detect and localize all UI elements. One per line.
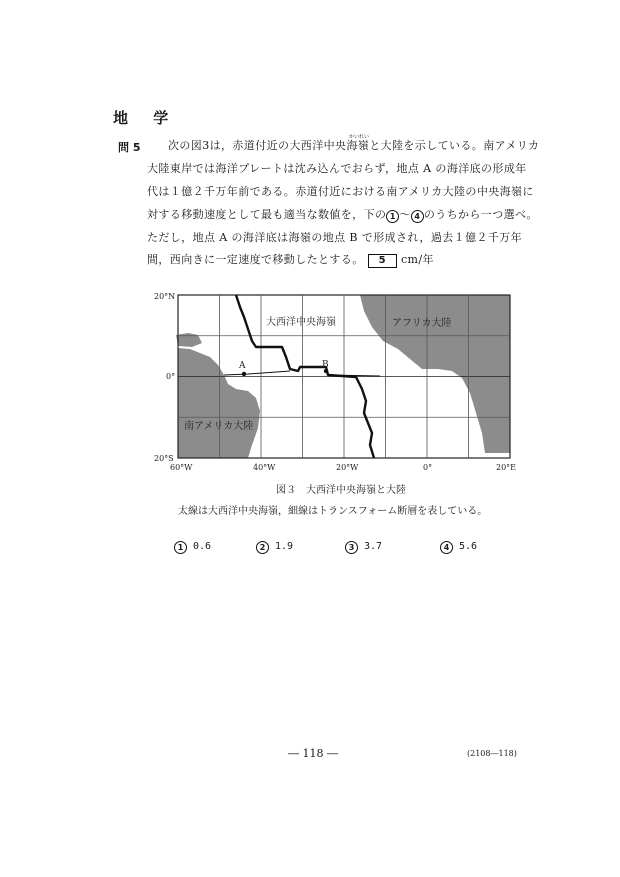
question-line-4-b: のうちから一つ選べ。 (423, 208, 538, 221)
choice-3[interactable] (345, 541, 382, 554)
question-line-6-a: 間，西向きに一定速度で移動したとする。 (147, 253, 364, 266)
lat-label-20s: 20°S (154, 454, 174, 463)
point-a-marker (242, 372, 246, 376)
point-a-label: A (239, 361, 246, 371)
africa-label: アフリカ大陸 (392, 318, 452, 329)
lat-label-20n: 20°N (154, 292, 176, 301)
answer-box[interactable]: 5 (368, 254, 397, 268)
subject-heading: 地 学 (113, 109, 179, 127)
tilde: ～ (399, 208, 411, 221)
figure-note: 太線は大西洋中央海嶺，細線はトランスフォーム断層を表している。 (178, 506, 488, 517)
south-america-label: 南アメリカ大陸 (184, 421, 254, 432)
ridge-label: 大西洋中央海嶺 (266, 317, 336, 328)
lon-label-60w: 60°W (170, 463, 193, 472)
ruby-kairei: かいれい (349, 134, 370, 140)
lat-label-0: 0° (166, 372, 176, 381)
choice-2-value: 1.9 (275, 541, 294, 552)
choice-range-start-icon: 1 (386, 210, 399, 223)
choice-1-number-icon: 1 (174, 541, 187, 554)
atlantic-ridge-map (140, 283, 520, 478)
question-line-5: ただし，地点 A の海洋底は海嶺の地点 B で形成され，過去１億２千万年 (147, 231, 523, 244)
figure-title: 図３ 大西洋中央海嶺と大陸 (276, 485, 406, 496)
question-line-3: 代は１億２千万年前である。赤道付近における南アメリカ大陸の中央海嶺に (147, 185, 534, 198)
choice-4[interactable] (440, 541, 477, 554)
answer-unit: cm/年 (400, 253, 434, 266)
question-line-2: 大陸東岸では海洋プレートは沈み込んでおらず，地点 A の海洋底の形成年 (147, 162, 527, 175)
point-b-label: B (322, 360, 329, 370)
south-america-west-strip (176, 333, 202, 347)
question-line-1: 次の図3は，赤道付近の大西洋中央海嶺と大陸を示している。南アメリカ (168, 139, 540, 152)
choice-1[interactable] (174, 541, 211, 554)
lon-label-0: 0° (423, 463, 433, 472)
choice-1-value: 0.6 (193, 541, 212, 552)
lon-label-20w: 20°W (336, 463, 359, 472)
choice-3-number-icon: 3 (345, 541, 358, 554)
question-line-6 (147, 253, 434, 268)
page-number: ― 118 ― (288, 747, 338, 760)
choice-3-value: 3.7 (364, 541, 383, 552)
lon-label-20e: 20°E (496, 463, 517, 472)
transform-fault-equator (224, 371, 380, 376)
choice-2[interactable] (256, 541, 293, 554)
question-line-4 (147, 208, 538, 223)
question-label: 問 5 (118, 141, 141, 154)
choice-range-end-icon: 4 (411, 210, 424, 223)
page-code: (2108―118) (467, 749, 517, 758)
choice-2-number-icon: 2 (256, 541, 269, 554)
lon-label-40w: 40°W (253, 463, 276, 472)
south-america-landmass (178, 348, 260, 458)
question-line-4-a: 対する移動速度として最も適当な数値を，下の (147, 208, 387, 221)
choice-4-number-icon: 4 (440, 541, 453, 554)
choice-4-value: 5.6 (459, 541, 478, 552)
